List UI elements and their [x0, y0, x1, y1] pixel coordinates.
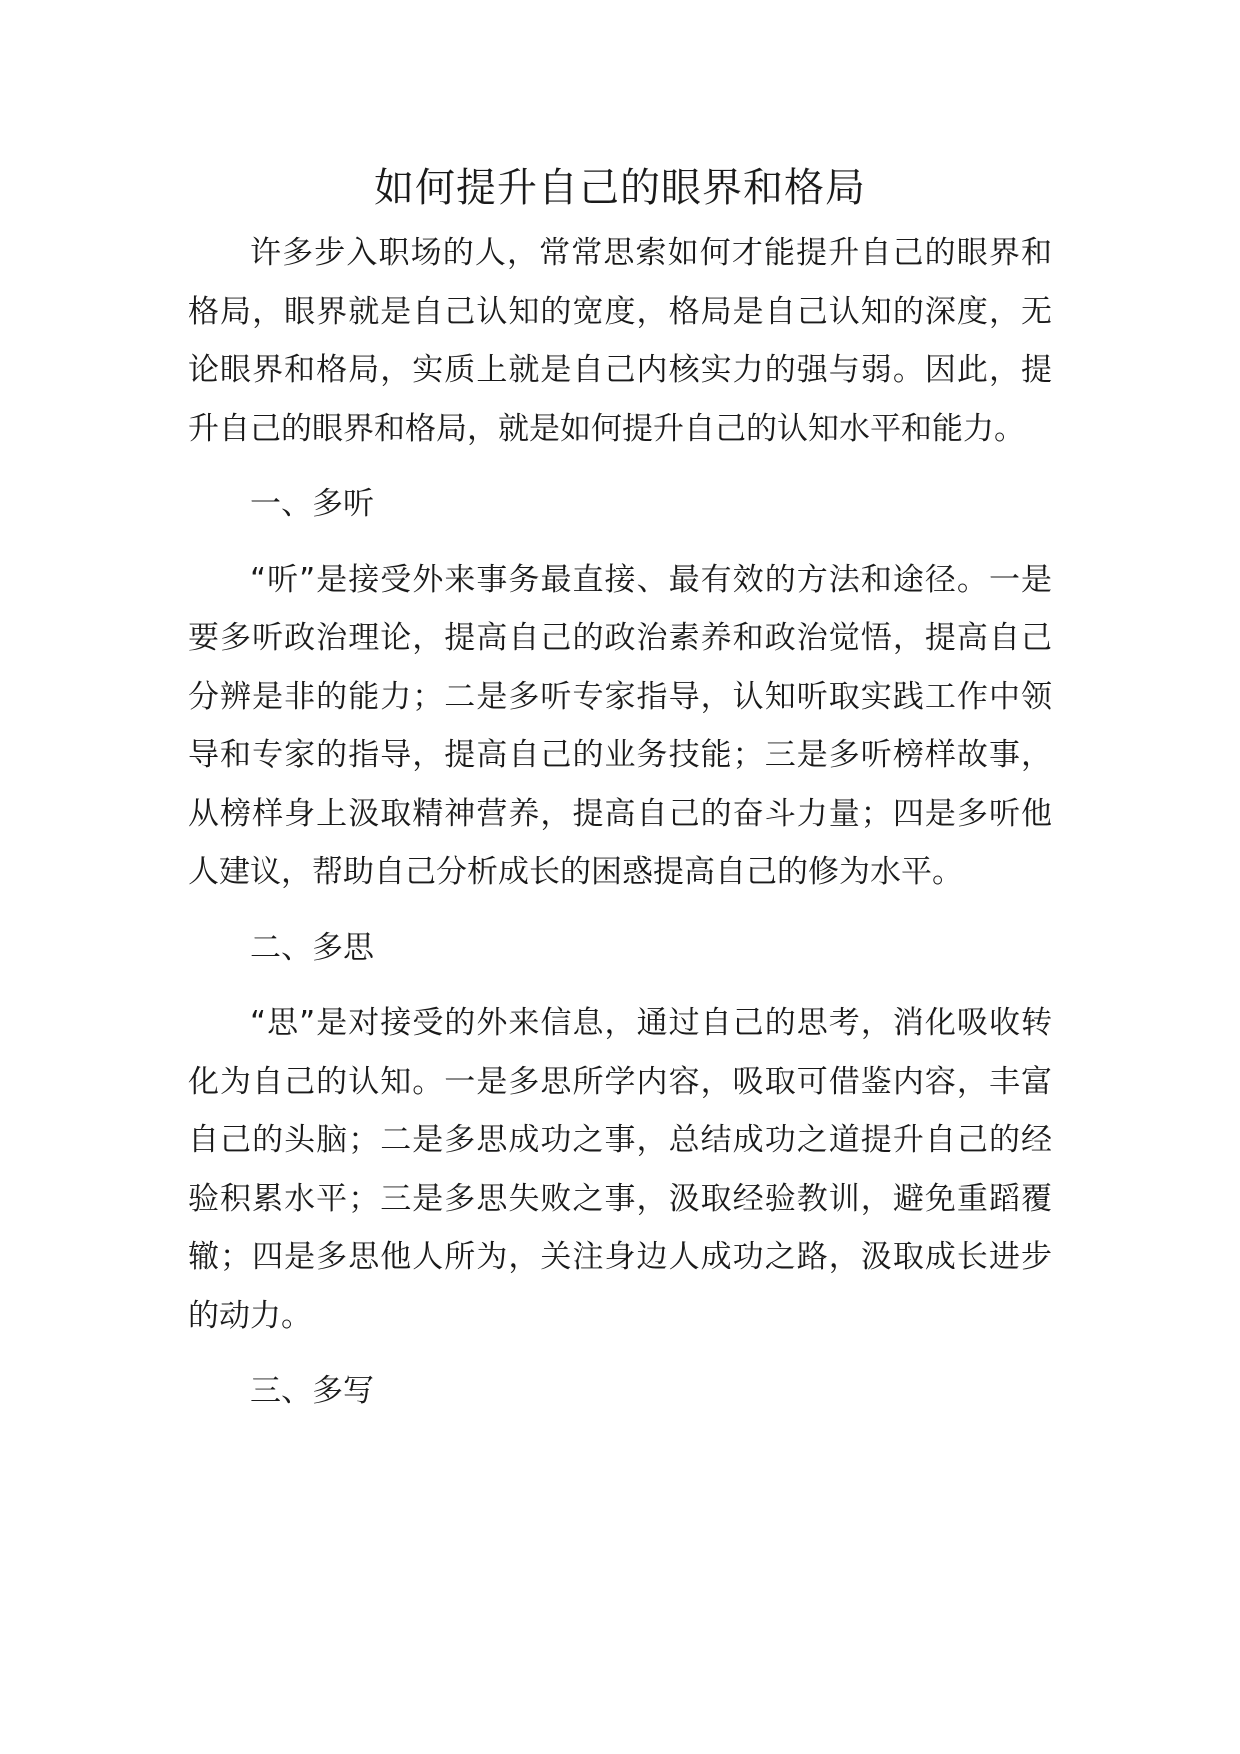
section-heading-write: 三、多写: [250, 1373, 374, 1409]
section-heading-listen: 一、多听: [250, 486, 374, 522]
section-body-think: “思”是对接受的外来信息，通过自己的思考，消化吸收转化为自己的认知。一是多思所学内容，吸取可借鉴内容，丰富自己的头脑；二是多思成功之事，总结成功之道提升自己的经验积累水平；三是多思失败之事，汲取经验教训，避免重蹈覆辙；四是多思他人所为，关注身边人成功之路，汲取成长进步的动力。: [188, 1005, 1052, 1334]
document-page: [188, 160, 1052, 1438]
document-title: 如何提升自己的眼界和格局: [374, 165, 866, 211]
section-body-listen: “听”是接受外来事务最直接、最有效的方法和途径。一是要多听政治理论，提高自己的政治素养和政治觉悟，提高自己分辨是非的能力；二是多听专家指导，认知听取实践工作中领导和专家的指导，提高自己的业务技能；三是多听榜样故事，从榜样身上汲取精神营养，提高自己的奋斗力量；四是多听他人建议，帮助自己分析成长的困惑提高自己的修为水平。: [188, 561, 1052, 890]
intro-paragraph: 许多步入职场的人，常常思索如何才能提升自己的眼界和格局，眼界就是自己认知的宽度，格局是自己认知的深度，无论眼界和格局，实质上就是自己内核实力的强与弱。因此，提升自己的眼界和格局，就是如何提升自己的认知水平和能力。: [188, 235, 1052, 447]
section-heading-think: 二、多思: [250, 929, 374, 966]
